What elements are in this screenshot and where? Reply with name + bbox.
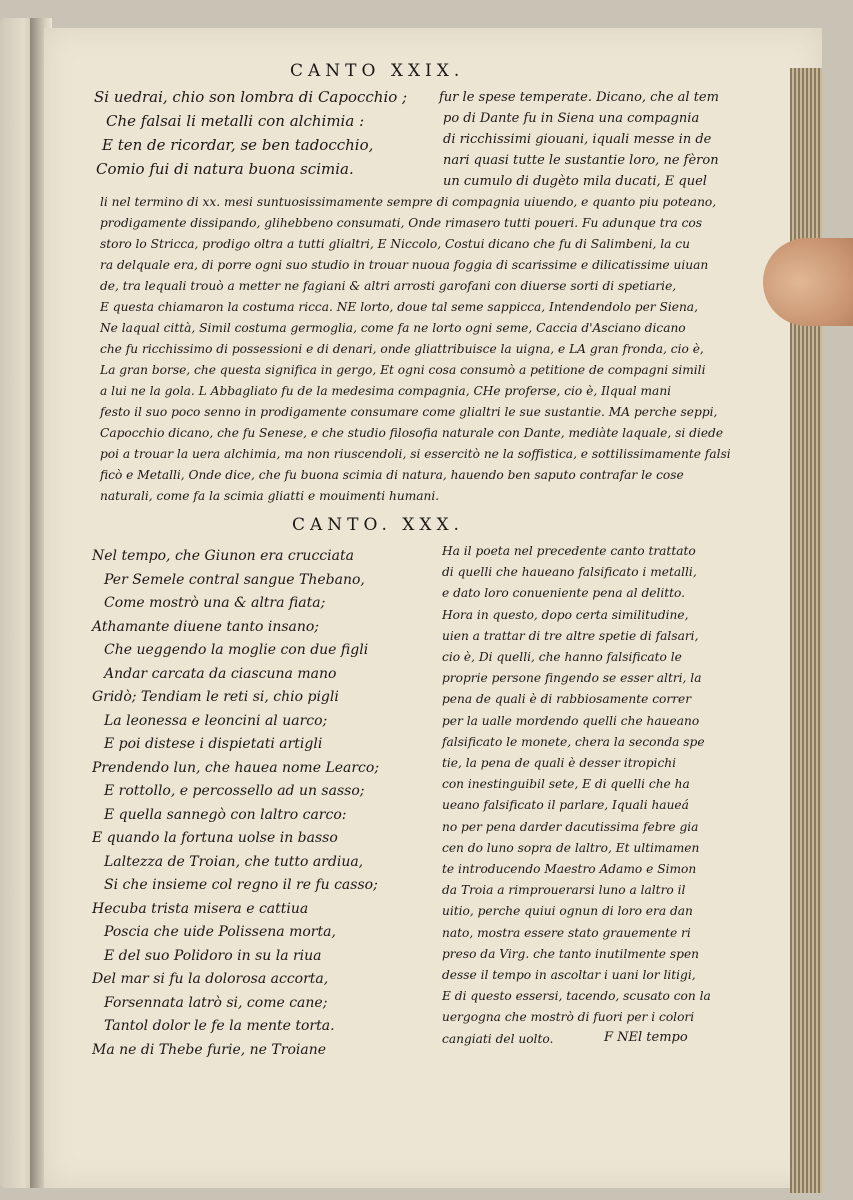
commentary-line: li nel termino di xx. mesi suntuosissimamente sempre di compagnia uiuendo, e quanto piu poteano, — [100, 195, 717, 209]
commentary-line: naturali, come fa la scimia gliatti e mouimenti humani. — [100, 489, 440, 503]
commentary-line: da Troia a rimprouerarsi luno a laltro il — [442, 883, 686, 898]
commentary-line: un cumulo di dugèto mila ducati, E quel — [443, 174, 707, 189]
commentary-line: uitio, perche quiui ognun di loro era dan — [442, 904, 693, 919]
verse-line: Hecuba trista misera e cattiua — [92, 900, 309, 917]
verse-line: Athamante diuene tanto insano; — [92, 618, 320, 635]
verse-line: E quando la fortuna uolse in basso — [92, 830, 338, 846]
verse-line: Si uedrai, chio son lombra di Capocchio ; — [94, 88, 408, 106]
commentary-line: preso da Virg. che tanto inutilmente spen — [442, 946, 700, 961]
commentary-line: ueano falsificato il parlare, Iquali haueá — [442, 798, 689, 813]
verse-line: E poi distese i dispietati artigli — [104, 736, 323, 752]
commentary-line: tie, la pena de quali è desser itropichi — [442, 756, 677, 770]
verse-line: Andar carcata da ciascuna mano — [104, 665, 337, 682]
commentary-line: Hora in questo, dopo certa similitudine, — [442, 607, 689, 622]
commentary-line: Ne laqual città, Simil costuma germoglia, come fa ne lorto ogni seme, Caccia d'Asciano dicano — [100, 321, 686, 335]
commentary-line: e dato loro conueniente pena al delitto. — [442, 586, 686, 601]
commentary-line: de, tra lequali trouò a metter ne fagiani & altri arrosti garofani con diuerse sorti di spetiarie, — [100, 279, 677, 293]
commentary-line: poi a trouar la uera alchimia, ma non riuscendoli, si essercitò ne la soffistica, e sottilissimamente falsi — [100, 447, 731, 461]
canto-29-heading: CANTO XXIX. — [290, 61, 465, 81]
commentary-line: Ha il poeta nel precedente canto trattato — [442, 544, 696, 558]
commentary-line: cen do luno sopra de laltro, Et ultimamen — [442, 840, 700, 855]
book-page — [44, 28, 822, 1188]
verse-line: E rottollo, e percossello ad un sasso; — [104, 783, 365, 799]
commentary-line: festo il suo poco senno in prodigamente consumare come glialtri le sue sustantie. MA perche seppi, — [100, 405, 718, 419]
catchword: F NEl tempo — [604, 1030, 688, 1045]
commentary-line: falsificato le monete, chera la seconda spe — [442, 734, 705, 749]
commentary-line: desse il tempo in ascoltar i uani lor litigi, — [442, 968, 696, 982]
verse-line: Laltezza de Troian, che tutto ardiua, — [104, 853, 364, 870]
verse-line: Del mar si fu la dolorosa accorta, — [92, 971, 329, 987]
canto-30-heading: CANTO. XXX. — [292, 515, 464, 535]
verse-line: E ten de ricordar, se ben tadocchio, — [102, 136, 374, 154]
commentary-line: proprie persone fingendo se esser altri, la — [442, 671, 702, 686]
commentary-line: pena de quali è di rabbiosamente correr — [442, 692, 692, 707]
commentary-line: prodigamente dissipando, glihebbeno consumati, Onde rimasero tutti poueri. Fu adunque tra cos — [100, 216, 702, 230]
verse-line: Gridò; Tendiam le reti si, chio pigli — [92, 689, 339, 705]
commentary-line: fur le spese temperate. Dicano, che al tem — [439, 90, 719, 105]
commentary-line: uergogna che mostrò di fuori per i colori — [442, 1010, 695, 1025]
page-edges — [790, 68, 822, 1193]
commentary-line: cio è, Di quelli, che hanno falsificato le — [442, 650, 682, 664]
verse-line: E quella sannegò con laltro carco: — [104, 806, 347, 823]
commentary-line: ra delquale era, di porre ogni suo studio in trouar nuoua foggia di scarissime e dilicatissime uiuan — [100, 258, 709, 272]
commentary-line: di ricchissimi giouani, iquali messe in de — [443, 132, 712, 147]
verse-line: Si che insieme col regno il re fu casso; — [104, 877, 378, 893]
commentary-line: nato, mostra essere stato grauemente ri — [442, 925, 691, 940]
commentary-line: cangiati del uolto. — [442, 1031, 554, 1046]
commentary-line: po di Dante fu in Siena una compagnia — [443, 111, 700, 126]
commentary-line: a lui ne la gola. L Abbagliato fu de la medesima compagnia, CHe proferse, cio è, Ilqual mani — [100, 384, 672, 398]
commentary-line: uien a trattar di tre altre spetie di falsari, — [442, 628, 699, 643]
commentary-line: La gran borse, che questa significa in gergo, Et ogni cosa consumò a petitione de compagni simili — [100, 363, 706, 377]
thumb — [763, 238, 853, 326]
commentary-line: storo lo Stricca, prodigo oltra a tutti glialtri, E Niccolo, Costui dicano che fu di Salimbeni, la cu — [100, 237, 690, 251]
commentary-line: nari quasi tutte le sustantie loro, ne fèron — [443, 153, 719, 168]
verse-line: Poscia che uide Polissena morta, — [104, 924, 336, 940]
verse-line: Forsennata latrò si, come cane; — [104, 994, 328, 1011]
commentary-line: Capocchio dicano, che fu Senese, e che studio filosofia naturale con Dante, mediàte laquale, si diede — [100, 426, 724, 440]
commentary-line: no per pena darder dacutissima febre gia — [442, 819, 699, 834]
verse-line: Per Semele contral sangue Thebano, — [104, 571, 365, 588]
commentary-line: te introducendo Maestro Adamo e Simon — [442, 862, 697, 876]
verse-line: Come mostrò una & altra fiata; — [104, 595, 326, 611]
commentary-line: con inestinguibil sete, E di quelli che ha — [442, 777, 690, 792]
verse-line: Che ueggendo la moglie con due figli — [104, 642, 369, 658]
commentary-line: che fu ricchissimo di possessioni e di denari, onde gliattribuisce la uigna, e LA gran fronda, cio è, — [100, 342, 704, 356]
commentary-line: E questa chiamaron la costuma ricca. NE lorto, doue tal seme sappicca, Intendendolo per Siena, — [100, 300, 698, 314]
verse-line: La leonessa e leoncini al uarco; — [104, 712, 328, 729]
verse-line: Ma ne di Thebe furie, ne Troiane — [92, 1041, 327, 1058]
commentary-line: E di questo essersi, tacendo, scusato con la — [442, 989, 711, 1004]
verse-line: Nel tempo, che Giunon era crucciata — [92, 548, 354, 564]
commentary-line: di quelli che haueano falsificato i metalli, — [442, 565, 697, 580]
verse-line: Tantol dolor le fe la mente torta. — [104, 1018, 335, 1034]
verse-line: E del suo Polidoro in su la riua — [104, 947, 322, 964]
verse-line: Comio fui di natura buona scimia. — [96, 160, 354, 178]
verse-line: Prendendo lun, che hauea nome Learco; — [92, 759, 380, 776]
commentary-line: ficò e Metalli, Onde dice, che fu buona scimia di natura, hauendo ben saputo contrafar le cose — [100, 468, 684, 482]
commentary-line: per la ualle mordendo quelli che haueano — [442, 713, 700, 728]
verse-line: Che falsai li metalli con alchimia : — [106, 112, 365, 130]
